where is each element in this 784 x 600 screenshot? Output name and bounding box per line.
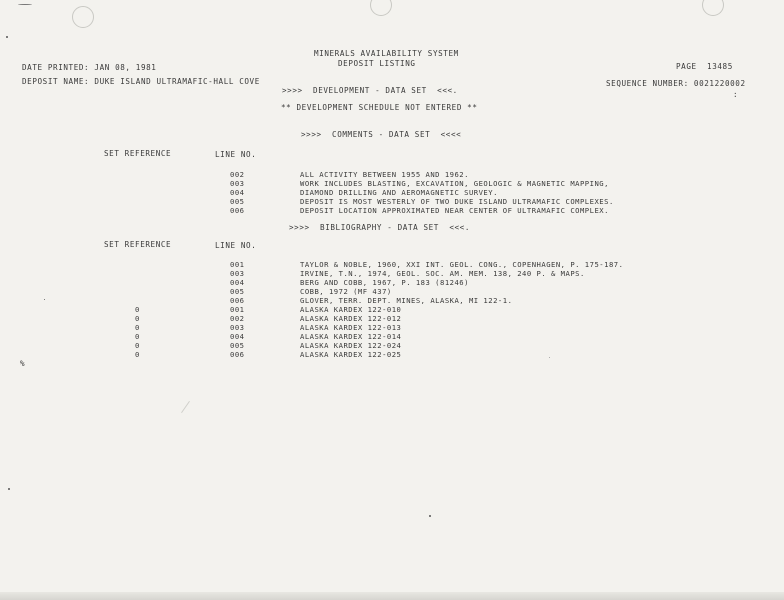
comment-text: ALL ACTIVITY BETWEEN 1955 AND 1962. [300,170,469,179]
bib-text: ALASKA KARDEX 122-010 [300,305,402,314]
bib-text: TAYLOR & NOBLE, 1960, XXI INT. GEOL. CONG., COPENHAGEN, P. 175-187. [300,260,624,269]
bib-text: ALASKA KARDEX 122-025 [300,350,402,359]
bib-text: ALASKA KARDEX 122-014 [300,332,402,341]
development-heading: >>>> DEVELOPMENT - DATA SET <<<. [282,86,458,95]
comments-col-line-no: LINE NO. [215,150,257,159]
paper-scratch [181,401,190,413]
page-number: PAGE 13485 [676,62,733,71]
bibliography-heading: >>>> BIBLIOGRAPHY - DATA SET <<<. [289,223,471,232]
report-subtitle: DEPOSIT LISTING [338,59,416,68]
punch-hole-mark [702,0,724,16]
bib-line-no: 001 [230,260,245,269]
paper-speck [429,515,431,517]
paper-speck [6,36,8,38]
development-note: ** DEVELOPMENT SCHEDULE NOT ENTERED ** [281,103,478,112]
punch-hole-mark [72,6,94,28]
punch-hole-mark [370,0,392,16]
comment-text: DIAMOND DRILLING AND AEROMAGNETIC SURVEY. [300,188,498,197]
bib-set-ref: 0 [135,305,140,314]
comment-text: WORK INCLUDES BLASTING, EXCAVATION, GEOLOGIC & MAGNETIC MAPPING, [300,179,609,188]
comment-line-no: 004 [230,188,245,197]
comment-line-no: 003 [230,179,245,188]
date-printed: DATE PRINTED: JAN 08, 1981 [22,63,157,72]
comment-line-no: 005 [230,197,245,206]
sequence-number: SEQUENCE NUMBER: 0021220002 [606,79,746,88]
bib-line-no: 002 [230,314,245,323]
comment-line-no: 006 [230,206,245,215]
comment-line-no: 002 [230,170,245,179]
bib-text: ALASKA KARDEX 122-024 [300,341,402,350]
paper-speck [8,488,10,490]
bib-line-no: 003 [230,323,245,332]
bib-text: IRVINE, T.N., 1974, GEOL. SOC. AM. MEM. 138, 240 P. & MAPS. [300,269,585,278]
bib-set-ref: 0 [135,350,140,359]
bib-line-no: 004 [230,332,245,341]
bib-set-ref: 0 [135,314,140,323]
comments-col-set-reference: SET REFERENCE [104,149,172,158]
bib-line-no: 005 [230,341,245,350]
bib-line-no: 004 [230,278,245,287]
bib-text: GLOVER, TERR. DEPT. MINES, ALASKA, MI 122-1. [300,296,513,305]
bibliography-col-line-no: LINE NO. [215,241,257,250]
page-bottom-edge [0,592,784,600]
bib-set-ref: 0 [135,332,140,341]
comments-heading: >>>> COMMENTS - DATA SET <<<< [301,130,462,139]
bib-line-no: 006 [230,296,245,305]
bib-text: ALASKA KARDEX 122-013 [300,323,402,332]
bibliography-col-set-reference: SET REFERENCE [104,240,172,249]
sequence-tick-mark: : [733,90,739,99]
paper-speck [18,4,32,5]
bib-line-no: 001 [230,305,245,314]
bib-line-no: 003 [230,269,245,278]
bib-text: ALASKA KARDEX 122-012 [300,314,402,323]
comment-text: DEPOSIT IS MOST WESTERLY OF TWO DUKE ISLAND ULTRAMAFIC COMPLEXES. [300,197,614,206]
paper-speck [549,357,550,358]
paper-speck [44,299,45,300]
margin-percent-mark: % [20,359,26,368]
bib-set-ref: 0 [135,341,140,350]
bib-text: BERG AND COBB, 1967, P. 183 (81246) [300,278,469,287]
deposit-name: DEPOSIT NAME: DUKE ISLAND ULTRAMAFIC-HALL COVE [22,77,260,86]
bib-text: COBB, 1972 (MF 437) [300,287,392,296]
system-title: MINERALS AVAILABILITY SYSTEM [314,49,459,58]
bib-line-no: 006 [230,350,245,359]
bib-set-ref: 0 [135,323,140,332]
comment-text: DEPOSIT LOCATION APPROXIMATED NEAR CENTER OF ULTRAMAFIC COMPLEX. [300,206,609,215]
bib-line-no: 005 [230,287,245,296]
